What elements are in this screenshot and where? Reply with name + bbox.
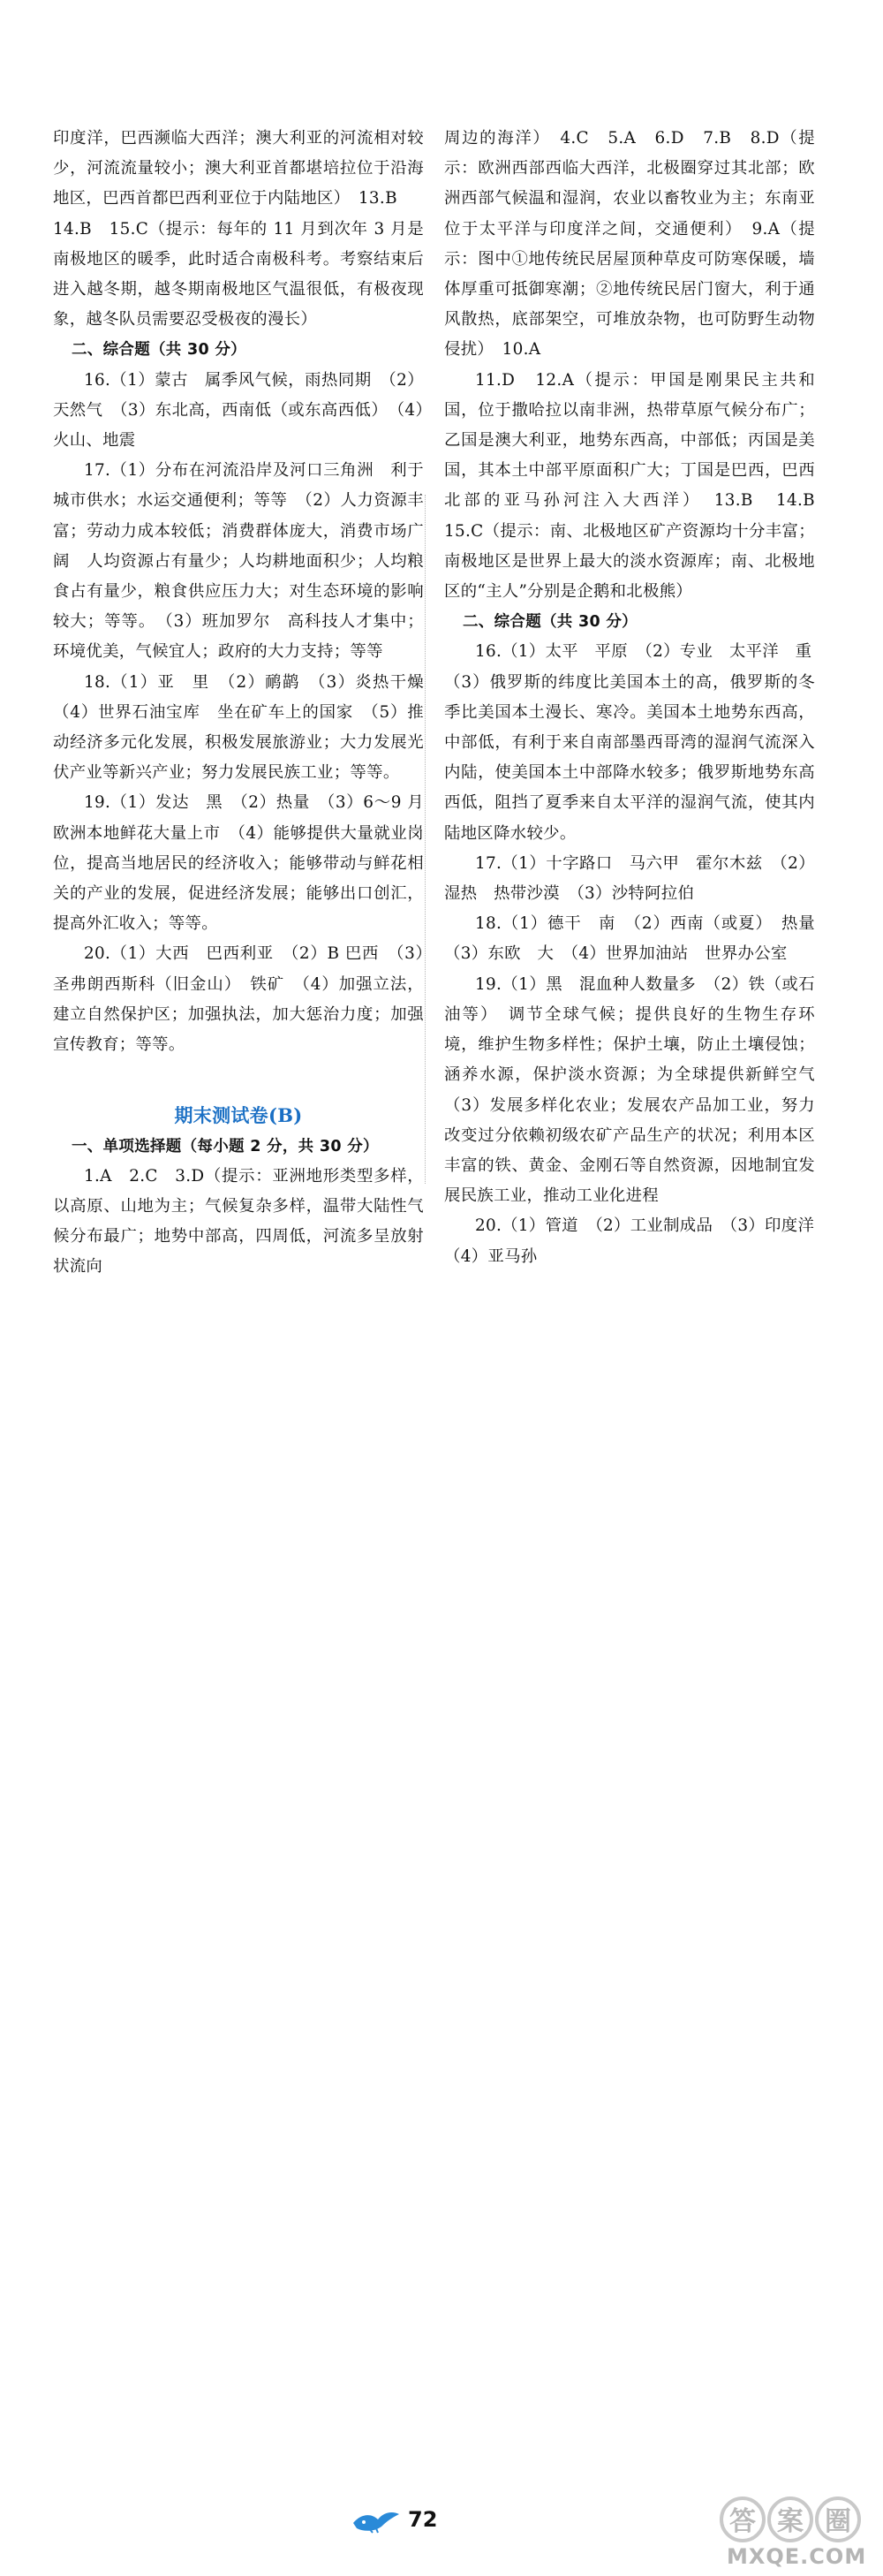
answer-paragraph: 周边的海洋） 4.C 5.A 6.D 7.B 8.D（提示：欧洲西部西临大西洋，北极圈穿过其北部；欧洲西部气候温和湿润，农业以畜牧业为主；东南亚位于太平洋与印度洋之间，交通便利） 9.A（提示：图中①地传统民居屋顶种草皮可防寒保暖，墙体厚重可抵御寒潮；②地传统民居门窗大，利于通风散热，底部架空，可堆放杂物，也可防野生动物侵扰） 10.A bbox=[444, 129, 815, 360]
answer-paragraph: （3）俄罗斯的纬度比美国本土的高，俄罗斯的冬季比美国本土漫长、寒冷。美国本土地势东西高，中部低，有利于来自南部墨西哥湾的湿润气流深入内陆，使美国本土中部降水较多；俄罗斯地势东高西低，阻挡了夏季来自太平洋的湿润气流，使其内陆地区降水较少。 bbox=[444, 672, 815, 843]
exam-title: 期末测试卷(B) bbox=[174, 1104, 303, 1127]
watermark-logo bbox=[720, 2496, 879, 2576]
answer-paragraph: 18.（1）德干 南 （2）西南（或夏） 热量 （3）东欧 大 （4）世界加油站 世界办公室 bbox=[444, 914, 832, 964]
watermark-char: 圈 bbox=[815, 2496, 861, 2542]
answer-paragraph: 11.D 12.A（提示：甲国是刚果民主共和国，位于撒哈拉以南非洲，热带草原气候分布广；乙国是澳大利亚，地势东西高，中部低；丙国是美国，其本土中部平原面积广大；丁国是巴西，巴西北部的亚马孙河注入大西洋） 13.B 14.B 15.C（提示：南、北极地区矿产资源均十分丰富；南极地区是世界上最大的淡水资源库；南、北极地区的“主人”分别是企鹅和北极熊） bbox=[444, 370, 832, 602]
watermark-char: 答 bbox=[720, 2496, 766, 2542]
answer-paragraph: 17.（1）分布在河流沿岸及河口三角洲 利于城市供水；水运交通便利；等等 （2）人力资源丰富；劳动力成本较低；消费群体庞大，消费市场广阔 人均资源占有量少；人均耕地面积少；人均粮食占有量少，粮食供应压力大；对生态环境的影响较大；等等。 （3）班加罗尔 高科技人才集中；环境优美，气候宜人；政府的大力支持；等等 bbox=[53, 461, 424, 662]
watermark-url: MXQE.COM bbox=[727, 2544, 867, 2569]
answer-paragraph: 16.（1）蒙古 属季风气候，雨热同期 （2）天然气 （3）东北高，西南低（或东高西低） （4）火山、地震 bbox=[53, 370, 424, 451]
answer-paragraph: 印度洋，巴西濒临大西洋；澳大利亚的河流相对较少，河流流量较小；澳大利亚首都堪培拉位于沿海地区，巴西首都巴西利亚位于内陆地区） 13.B bbox=[53, 129, 424, 208]
page-number: 72 bbox=[408, 2507, 438, 2532]
section-heading: 二、综合题（共 30 分） bbox=[463, 613, 638, 632]
watermark-chars bbox=[720, 2496, 879, 2542]
answer-paragraph: 18.（1）亚 里 （2）鸸鹋 （3）炎热干燥 （4）世界石油宝库 坐在矿车上的国家 （5）推动经济多元化发展，积极发展旅游业；大力发展光伏产业等新兴产业；努力发展民族工业；等等。 bbox=[53, 672, 441, 783]
answer-paragraph: （4）亚马孙 bbox=[444, 1246, 538, 1266]
answer-paragraph: 17.（1）十字路口 马六甲 霍尔木兹 （2）湿热 热带沙漠 （3）沙特阿拉伯 bbox=[444, 853, 815, 904]
answer-paragraph: 20.（1）大西 巴西利亚 （2）B 巴西 （3）圣弗朗西斯科（旧金山） 铁矿 （4）加强立法，建立自然保护区；加强执法，加大惩治力度；加强宣传教育；等等。 bbox=[53, 944, 424, 1055]
section-heading: 二、综合题（共 30 分） bbox=[72, 341, 246, 360]
column-divider bbox=[425, 495, 426, 1184]
answer-paragraph: 19.（1）黑 混血种人数量多 （2）铁（或石油等） 调节全球气候；提供良好的生物生存环境，维护生物多样性；保护土壤，防止土壤侵蚀；涵养水源，保护淡水资源；为全球提供新鲜空气 （3）发展多样化农业；发展农产品加工业，努力改变过分依赖初级农矿产品生产的状况；利用本区丰富的铁、黄金、金刚石等自然资源，因地制宜发展民族工业，推动工业化进程 bbox=[444, 974, 832, 1206]
left-column bbox=[53, 124, 441, 1283]
right-column bbox=[444, 124, 832, 1272]
watermark-char: 案 bbox=[767, 2496, 813, 2542]
answer-paragraph: 1.A 2.C 3.D（提示：亚洲地形类型多样，以高原、山地为主；气候复杂多样，温带大陆性气候分布最广；地势中部高，四周低，河流多呈放射状流向 bbox=[53, 1166, 424, 1277]
answer-paragraph: 20.（1）管道 （2）工业制成品 （3）印度洋 bbox=[474, 1216, 815, 1236]
section-heading: 一、单项选择题（每小题 2 分，共 30 分） bbox=[72, 1137, 379, 1155]
answer-paragraph: 14.B 15.C（提示：每年的 11 月到次年 3 月是南极地区的暖季，此时适合南极科考。考察结束后进入越冬期，越冬期南极地区气温很低，有极夜现象，越冬队员需要忍受极夜的漫长） bbox=[53, 219, 424, 330]
answer-paragraph: 19.（1）发达 黑 （2）热量 （3）6～9 月欧洲本地鲜花大量上市 （4）能够提供大量就业岗位，提高当地居民的经济收入；能够带动与鲜花相关的产业的发展，促进经济发展；能够出口创汇，提高外汇收入；等等。 bbox=[53, 793, 424, 934]
answer-paragraph: 16.（1）太平 平原 （2）专业 太平洋 重 bbox=[474, 642, 812, 662]
bird-logo-icon bbox=[351, 2509, 401, 2534]
page-footer bbox=[0, 1251, 883, 2569]
